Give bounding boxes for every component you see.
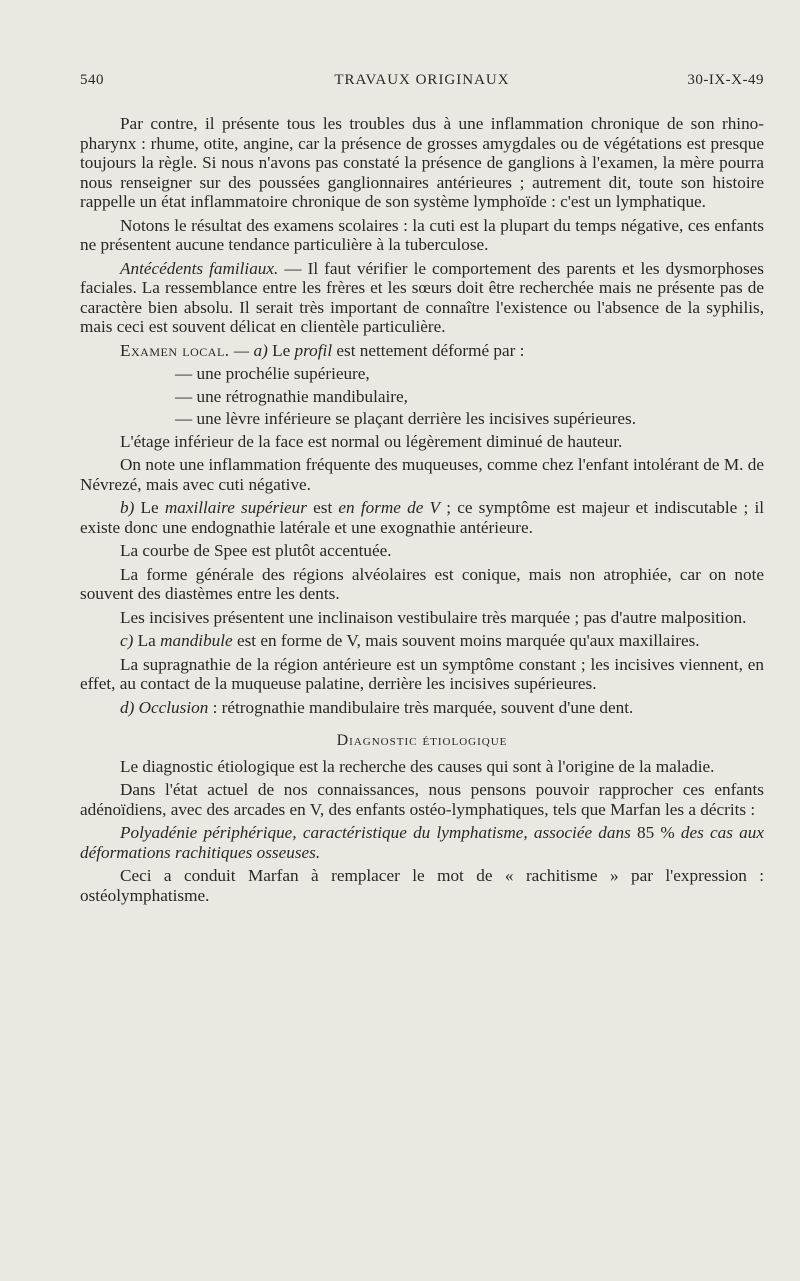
paragraph: Ceci a conduit Marfan à remplacer le mot de « rachitisme » par l'expression : ostéolymphatisme. xyxy=(80,866,764,905)
paragraph: Le diagnostic étiologique est la recherche des causes qui sont à l'origine de la maladie. xyxy=(120,756,715,776)
paragraph: c) La mandibule est en forme de V, mais souvent moins marquée qu'aux maxillaires. xyxy=(120,631,700,650)
list-item: — une rétrognathie mandibulaire, xyxy=(175,386,408,406)
paragraph: La supragnathie de la région antérieure est un symptôme constant ; les incisives viennent, en effet, au contact de la muqueuse palatine, derrière les incisives supérieures. xyxy=(80,654,764,693)
list-item: — une prochélie supérieure, xyxy=(175,364,370,383)
section-heading: Diagnostic étiologique xyxy=(336,732,508,749)
paragraph: Notons le résultat des examens scolaires : la cuti est la plupart du temps négative, ces enfants ne présentent aucune tendance particulière à la tuberculose. xyxy=(80,215,764,254)
paragraph: Dans l'état actuel de nos connaissances, nous pensons pouvoir rapprocher ces enfants adénoïdiens, avec des arcades en V, des enfants ostéo-lymphatiques, tels que Marfan les a décrits : xyxy=(80,780,764,819)
paragraph: Par contre, il présente tous les troubles dus à une inflammation chronique de son rhino-pharynx : rhume, otite, angine, car la présence de grosses amygdales ou de végétations est presque toujours la règle. Si nous n'avons pas constaté la présence de ganglions à l'examen, la mère pourra nous renseigner sur des poussées ganglionnaires antérieures ; autrement dit, toute son histoire rappelle un état inflammatoire chronique de son système lymphoïde : c'est un lymphatique. xyxy=(80,114,764,211)
issue-date: 30-IX-X-49 xyxy=(687,72,764,88)
paragraph-text: Le xyxy=(272,340,295,360)
paragraph xyxy=(80,259,764,337)
section-lead: Examen local. xyxy=(120,340,230,360)
running-title: TRAVAUX ORIGINAUX xyxy=(334,72,510,88)
paragraph: L'étage inférieur de la face est normal ou légèrement diminué de hauteur. xyxy=(120,431,623,451)
emphasis: profil xyxy=(294,340,333,360)
body-text xyxy=(80,114,764,909)
paragraph: On note une inflammation fréquente des muqueuses, comme chez l'enfant intolérant de M. de Névrezé, mais avec cuti négative. xyxy=(80,455,764,494)
section-lead: Antécédents familiaux. xyxy=(120,258,279,278)
paragraph: La courbe de Spee est plutôt accentuée. xyxy=(120,541,392,560)
item-letter: c) xyxy=(120,631,138,650)
list-item: — une lèvre inférieure se plaçant derrière les incisives supérieures. xyxy=(175,409,636,428)
paragraph-text: est en forme de V, mais souvent moins marquée qu'aux maxillaires. xyxy=(232,631,700,650)
paragraph xyxy=(80,341,764,361)
emphasis: maxillaire supérieur xyxy=(164,498,307,517)
paragraph: La forme générale des régions alvéolaires est conique, mais non atrophiée, car on note souvent des diastèmes entre les dents. xyxy=(80,564,764,603)
paragraph-text: ; ce symptôme est majeur et indiscutable ; il existe donc une endognathie latérale et une exognathie antérieure. xyxy=(80,498,765,537)
paragraph-text: est nettement déformé par : xyxy=(332,340,525,360)
paragraph: Les incisives présentent une inclinaison vestibulaire très marquée ; pas d'autre malposition. xyxy=(120,607,747,627)
emphasis: d) Occlusion xyxy=(120,697,209,717)
paragraph: Polyadénie périphérique, caractéristique du lymphatisme, associée dans 85 % des cas aux déformations rachitiques osseuses. xyxy=(80,823,764,862)
paragraph: b) Le maxillaire supérieur est en forme de V ; ce symptôme est majeur et indiscutable ; il existe donc une endognathie latérale et une exognathie antérieure. xyxy=(80,498,765,537)
item-letter: b) xyxy=(120,498,141,517)
running-header xyxy=(80,72,764,94)
emphasis: en forme de V xyxy=(338,498,441,517)
emphasis: mandibule xyxy=(160,631,233,650)
paragraph xyxy=(80,698,764,718)
item-letter: — a) xyxy=(229,340,273,360)
emphasis: des cas aux déformations rachitiques osseuses. xyxy=(80,823,764,862)
paragraph-text: : rétrognathie mandibulaire très marquée, souvent d'une dent. xyxy=(208,697,634,717)
page-number: 540 xyxy=(80,72,104,88)
emphasis: Polyadénie périphérique, caractéristique du lymphatisme, associée dans xyxy=(120,823,631,842)
paragraph-text: — Il faut vérifier le comportement des parents et les dysmorphoses faciales. La ressemblance entre les frères et les sœurs doit être recherchée mais ne présente pas de caractère bien absolu. Il serait très important de connaître l'existence ou l'absence de la syphilis, mais ceci est souvent délicat en clientèle particulière. xyxy=(80,258,764,336)
